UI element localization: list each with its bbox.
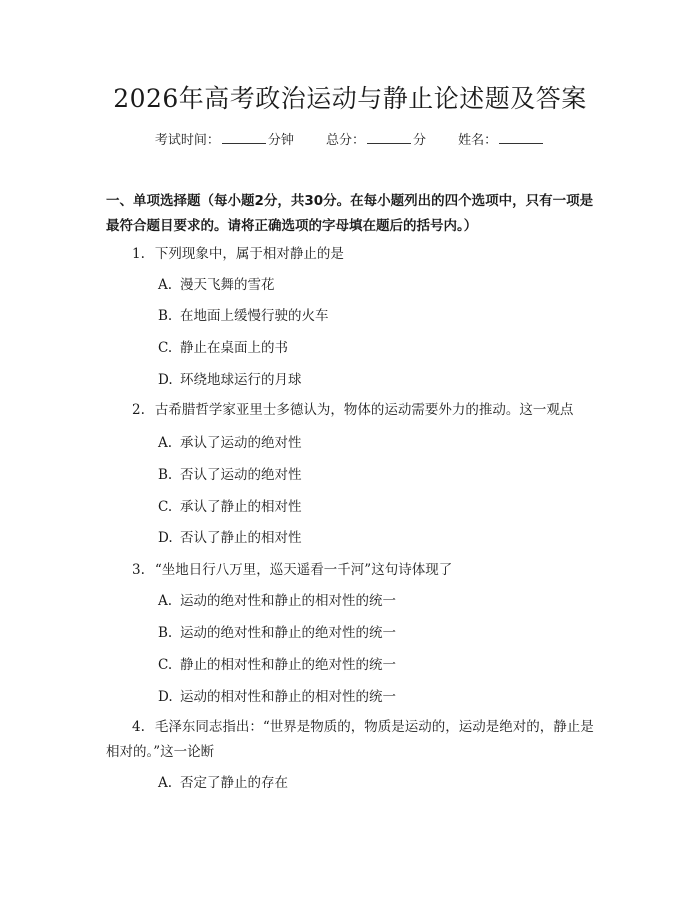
question-1-option-a xyxy=(158,274,598,296)
question-text: 毛泽东同志指出：“世界是物质的，物质是运动的，运动是绝对的，静止是相对的。”这一论断 xyxy=(106,719,594,760)
question-2-option-c xyxy=(158,496,598,518)
question-1-option-d xyxy=(158,369,598,391)
option-text: 静止在桌面上的书 xyxy=(180,340,288,356)
document-title: 2026年高考政治运动与静止论述题及答案 xyxy=(113,84,587,113)
question-number: 4. xyxy=(132,719,145,735)
option-text: 环绕地球运行的月球 xyxy=(180,372,302,388)
exam-time-unit: 分钟 xyxy=(267,133,294,148)
option-text: 承认了静止的相对性 xyxy=(180,499,302,515)
student-name-label: 姓名： xyxy=(458,133,498,148)
question-text: 古希腊哲学家亚里士多德认为，物体的运动需要外力的推动。这一观点 xyxy=(154,402,574,418)
section-heading: 一、单项选择题（每小题2分，共30分。在每小题列出的四个选项中，只有一项是最符合题目要求的。请将正确选项的字母填在题后的括号内。） xyxy=(106,193,594,234)
option-letter: A. xyxy=(158,277,173,293)
question-3-option-a xyxy=(158,590,598,612)
total-score-blank xyxy=(367,131,411,144)
option-text: 否认了运动的绝对性 xyxy=(180,467,302,483)
question-2 xyxy=(106,398,598,423)
option-text: 否定了静止的存在 xyxy=(180,775,288,791)
question-2-option-b xyxy=(158,464,598,486)
question-3-option-d xyxy=(158,686,598,708)
question-3-option-c xyxy=(158,654,598,676)
question-number: 2. xyxy=(132,402,145,418)
exam-time-label: 考试时间： xyxy=(154,133,220,148)
option-text: 否认了静止的相对性 xyxy=(180,530,302,546)
option-letter: A. xyxy=(158,435,173,451)
student-name-field xyxy=(458,133,545,148)
question-1-option-c xyxy=(158,337,598,359)
option-letter: B. xyxy=(158,625,173,641)
option-letter: B. xyxy=(158,467,173,483)
question-2-option-a xyxy=(158,432,598,454)
total-score-unit: 分 xyxy=(413,133,427,148)
total-score-field xyxy=(326,133,430,148)
total-score-label: 总分： xyxy=(325,133,365,148)
question-number: 3. xyxy=(132,562,145,578)
option-letter: A. xyxy=(158,775,173,791)
exam-time-blank xyxy=(222,131,266,144)
question-4-option-a xyxy=(158,772,598,794)
option-text: 静止的相对性和静止的绝对性的统一 xyxy=(180,657,396,673)
option-text: 运动的绝对性和静止的相对性的统一 xyxy=(180,593,396,609)
exam-time-field xyxy=(155,133,298,148)
exam-meta-line xyxy=(0,131,700,151)
option-letter: C. xyxy=(158,657,173,673)
question-1-option-b xyxy=(158,305,598,327)
option-text: 承认了运动的绝对性 xyxy=(180,435,302,451)
question-1 xyxy=(106,242,598,267)
option-text: 在地面上缓慢行驶的火车 xyxy=(180,308,329,324)
question-number: 1. xyxy=(132,246,145,262)
option-letter: D. xyxy=(158,530,173,546)
question-3 xyxy=(106,558,598,583)
option-letter: A. xyxy=(158,593,173,609)
question-text: 下列现象中，属于相对静止的是 xyxy=(154,246,344,262)
option-letter: C. xyxy=(158,340,173,356)
option-letter: D. xyxy=(158,372,173,388)
option-letter: B. xyxy=(158,308,173,324)
question-2-option-d xyxy=(158,527,598,549)
option-text: 运动的相对性和静止的相对性的统一 xyxy=(180,689,396,705)
question-4 xyxy=(106,715,598,765)
question-3-option-b xyxy=(158,622,598,644)
option-letter: D. xyxy=(158,689,173,705)
option-text: 漫天飞舞的雪花 xyxy=(180,277,275,293)
option-letter: C. xyxy=(158,499,173,515)
student-name-blank xyxy=(499,131,543,144)
option-text: 运动的绝对性和静止的绝对性的统一 xyxy=(180,625,396,641)
question-text: “坐地日行八万里，巡天遥看一千河”这句诗体现了 xyxy=(154,562,453,578)
